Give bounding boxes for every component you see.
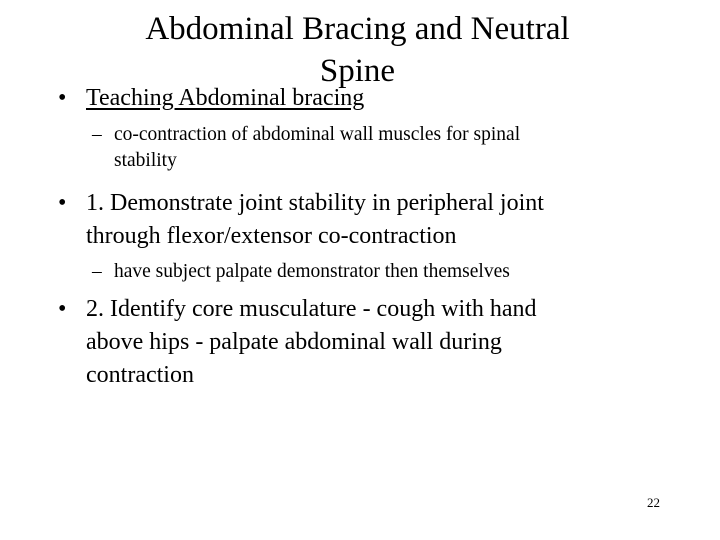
sub-bullet-text: co-contraction of abdominal wall muscles for spinal stability xyxy=(114,124,521,171)
bullet-text: Teaching Abdominal bracing xyxy=(86,85,365,111)
sub-bullet-palpate-demonstrator xyxy=(92,259,652,285)
sub-bullet-text: have subject palpate demonstrator then themselves xyxy=(114,261,510,282)
bullet-teaching-abdominal-bracing xyxy=(58,82,678,115)
bullet-demonstrate-joint-stability xyxy=(58,187,678,253)
bullet-marker: • xyxy=(58,85,67,111)
sub-bullet-co-contraction xyxy=(92,122,652,174)
bullet-text: 1. Demonstrate joint stability in peripheral joint through flexor/extensor co-contraction xyxy=(86,190,544,249)
sub-bullet-marker: – xyxy=(92,124,102,145)
bullet-marker: • xyxy=(58,296,67,322)
bullet-text: 2. Identify core musculature - cough with hand above hips - palpate abdominal wall during contraction xyxy=(86,296,537,388)
sub-bullet-marker: – xyxy=(92,261,102,282)
slide-title: Abdominal Bracing and Neutral Spine xyxy=(145,11,570,89)
page-number: 22 xyxy=(647,495,660,510)
bullet-marker: • xyxy=(58,190,67,216)
bullet-identify-core-musculature xyxy=(58,293,678,392)
